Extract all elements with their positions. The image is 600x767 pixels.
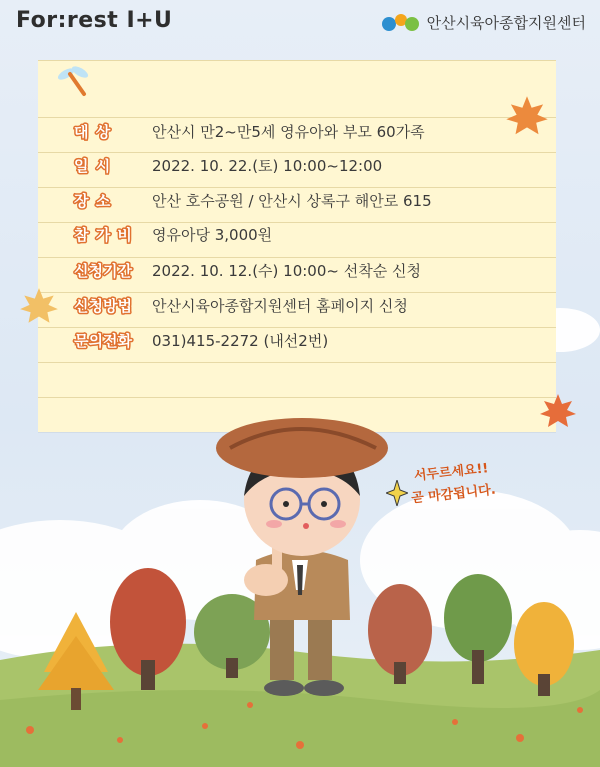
detail-label: 신청방법 bbox=[74, 296, 132, 315]
detail-value: 안산시육아종합지원센터 홈페이지 신청 bbox=[152, 296, 408, 315]
info-note-card bbox=[38, 60, 556, 432]
detail-value: 2022. 10. 12.(수) 10:00~ 선착순 신청 bbox=[152, 261, 421, 280]
character-illustration bbox=[200, 400, 400, 700]
detail-row-method bbox=[74, 292, 408, 318]
detail-label: 일 시 bbox=[74, 156, 112, 175]
detail-label: 장 소 bbox=[74, 191, 112, 210]
maple-leaf-icon bbox=[504, 94, 550, 140]
detail-label: 참 가 비 bbox=[74, 225, 133, 244]
detail-label: 대 상 bbox=[74, 122, 112, 141]
dragonfly-icon bbox=[56, 64, 92, 98]
org-header bbox=[381, 10, 586, 34]
maple-leaf-icon bbox=[18, 286, 60, 328]
sparkle-icon bbox=[386, 480, 408, 506]
detail-row-datetime bbox=[74, 152, 382, 178]
detail-row-fee bbox=[74, 221, 272, 247]
detail-label: 문의전화 bbox=[74, 331, 132, 350]
detail-value: 031)415-2272 (내선2번) bbox=[152, 331, 329, 350]
speech-line-1: 서두르세요!! bbox=[413, 461, 490, 484]
detail-value: 2022. 10. 22.(토) 10:00~12:00 bbox=[152, 156, 383, 175]
speech-line-2: 곧 마감됩니다. bbox=[410, 482, 497, 507]
detail-value: 영유아당 3,000원 bbox=[152, 225, 273, 244]
detail-row-target bbox=[74, 118, 425, 144]
brand-logo: For:rest I+U bbox=[16, 8, 173, 33]
maple-leaf-icon bbox=[536, 392, 580, 432]
detail-label: 신청기간 bbox=[74, 261, 132, 280]
detail-row-contact bbox=[74, 327, 328, 353]
detail-row-period bbox=[74, 257, 421, 283]
detail-value: 안산시 만2~만5세 영유아와 부모 60가족 bbox=[152, 122, 425, 141]
org-name: 안산시육아종합지원센터 bbox=[426, 13, 586, 32]
speech-text bbox=[408, 458, 497, 511]
detail-row-place bbox=[74, 187, 432, 213]
org-logo-icon bbox=[381, 10, 421, 34]
detail-value: 안산 호수공원 / 안산시 상록구 해안로 615 bbox=[152, 191, 432, 210]
